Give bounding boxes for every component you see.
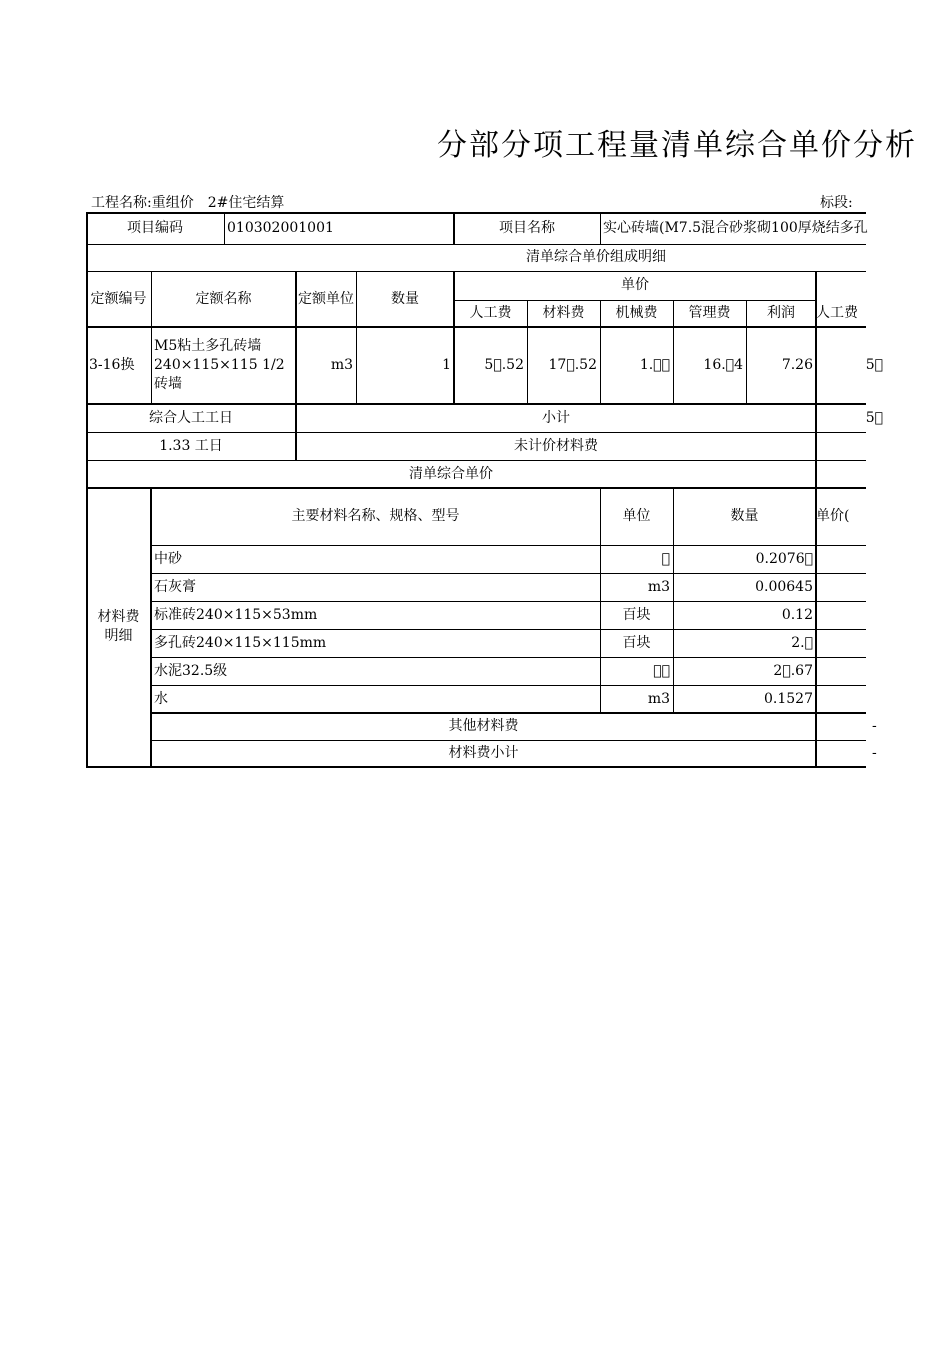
material-unit:    xyxy=(653,662,670,679)
material-name: 水泥32.5级 xyxy=(154,662,228,679)
material-name: 标准砖240×115×53mm xyxy=(154,606,318,623)
other-material-label: 其他材料费 xyxy=(448,718,519,734)
grid-line xyxy=(673,300,674,404)
page-title: 分部分项工程量清单综合单价分析 xyxy=(437,128,917,163)
unpriced-label: 未计价材料费 xyxy=(514,437,598,454)
materials-header-price: 单价( xyxy=(816,508,850,524)
grid-line xyxy=(151,545,866,546)
materials-header-unit: 单位 xyxy=(622,508,651,524)
item-name-value: 实心砖墙(M7.5混合砂浆砌100厚烧结多孔 xyxy=(603,219,868,236)
material-name: 多孔砖240×115×115mm xyxy=(154,634,327,651)
col-labor-total: 人工费 xyxy=(816,305,858,321)
quota-labor-total: 5  xyxy=(865,357,883,373)
grid-line xyxy=(151,740,866,741)
grid-line xyxy=(86,432,866,433)
grid-line xyxy=(673,488,674,713)
grid-line xyxy=(86,271,866,272)
quota-labor: 5 .52 xyxy=(484,357,524,373)
material-qty: 0.12 xyxy=(781,606,813,623)
grid-line xyxy=(86,403,866,405)
material-qty: 2 .67 xyxy=(773,662,813,679)
col-management: 管理费 xyxy=(688,305,731,321)
col-labor: 人工费 xyxy=(469,305,512,321)
quota-name: M5粘土多孔砖墙 240×115×115 1/2砖墙 xyxy=(154,338,285,392)
materials-header-name: 主要材料名称、规格、型号 xyxy=(291,508,460,524)
material-name: 石灰膏 xyxy=(154,578,196,595)
grid-line xyxy=(151,657,866,658)
other-material-value: - xyxy=(872,718,877,734)
grid-line xyxy=(224,212,225,244)
grid-line xyxy=(356,271,357,404)
grid-line xyxy=(151,601,866,602)
material-qty: 0.2076  xyxy=(755,550,813,567)
material-qty: 0.00645 xyxy=(755,578,813,595)
material-unit: m3 xyxy=(647,578,670,595)
grid-line xyxy=(86,244,866,245)
material-subtotal-label: 材料费小计 xyxy=(448,745,519,761)
grid-line xyxy=(746,300,747,404)
grid-line xyxy=(151,712,866,714)
grid-line xyxy=(295,271,297,460)
grid-line xyxy=(454,300,816,301)
grid-line xyxy=(86,460,866,461)
section-label: 标段: xyxy=(820,195,853,211)
grid-line xyxy=(453,212,455,244)
subtotal-value: 5  xyxy=(865,409,883,426)
composition-label: 清单综合单价组成明细 xyxy=(526,249,666,265)
labor-days-value: 1.33 工日 xyxy=(159,437,223,454)
subtotal-label: 小计 xyxy=(542,409,570,426)
labor-days-label: 综合人工工日 xyxy=(149,409,233,426)
grid-line xyxy=(151,573,866,574)
grid-line xyxy=(86,766,866,768)
material-qty: 0.1527 xyxy=(764,690,813,707)
quota-machine: 1.   xyxy=(639,357,670,373)
grid-line xyxy=(151,271,152,404)
col-quota-unit: 定额单位 xyxy=(298,290,354,307)
col-material: 材料费 xyxy=(542,305,585,321)
grid-line xyxy=(86,212,88,768)
grid-line xyxy=(600,300,601,404)
grid-line xyxy=(600,212,601,244)
item-name-label: 项目名称 xyxy=(499,219,555,236)
grid-line xyxy=(151,685,866,686)
quota-quantity: 1 xyxy=(442,357,451,373)
material-name: 中砂 xyxy=(154,550,182,567)
grid-line xyxy=(815,271,817,768)
grid-line xyxy=(86,487,866,489)
col-unit-price: 单价 xyxy=(621,277,649,293)
material-subtotal-value: - xyxy=(872,745,877,761)
analysis-table xyxy=(86,212,883,772)
material-unit: 百块 xyxy=(622,606,651,623)
material-name: 水 xyxy=(154,690,168,707)
material-qty: 2.  xyxy=(791,634,813,651)
quota-management: 16. 4 xyxy=(703,357,743,373)
material-unit:   xyxy=(661,550,670,567)
material-unit: m3 xyxy=(647,690,670,707)
grid-line xyxy=(151,629,866,630)
col-machine: 机械费 xyxy=(615,305,658,321)
materials-header-qty: 数量 xyxy=(730,508,759,524)
grid-line xyxy=(600,488,601,713)
composite-price-label: 清单综合单价 xyxy=(409,465,493,482)
item-code-value: 010302001001 xyxy=(227,219,334,236)
col-quantity: 数量 xyxy=(391,290,419,307)
quota-profit: 7.26 xyxy=(781,357,813,373)
grid-line xyxy=(150,488,152,768)
col-profit: 利润 xyxy=(767,305,795,321)
col-quota-name: 定额名称 xyxy=(195,290,252,307)
quota-no: 3-16换 xyxy=(89,357,135,373)
grid-line xyxy=(86,212,866,214)
col-quota-no: 定额编号 xyxy=(90,290,147,307)
grid-line xyxy=(453,271,455,404)
item-code-label: 项目编码 xyxy=(127,219,183,236)
grid-line xyxy=(86,326,866,328)
project-name: 工程名称:重组价 2#住宅结算 xyxy=(91,195,285,211)
material-unit: 百块 xyxy=(622,634,651,651)
quota-unit: m3 xyxy=(330,357,353,373)
materials-side-label: 材料费明细 xyxy=(97,609,140,644)
grid-line xyxy=(527,300,528,404)
quota-material: 17 .52 xyxy=(548,357,597,373)
